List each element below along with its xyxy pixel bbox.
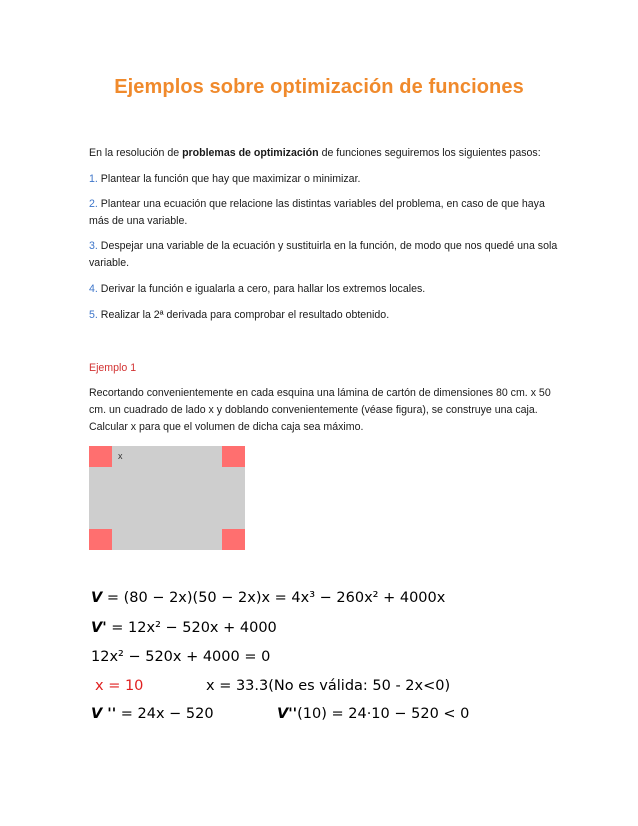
corner-square-bottom-left [89,529,112,550]
equation-expression: = 12x² − 520x + 4000 [106,620,277,636]
page-title: Ejemplos sobre optimización de funciones [114,76,524,98]
equation-expression: = (80 − 2x)(50 − 2x)x = 4x³ − 260x² + 4000x [102,590,446,606]
intro-text-after: de funciones seguiremos los siguientes pasos: [318,147,541,159]
step-number: 1. [89,173,98,185]
step-number: 3. [89,240,98,252]
corner-square-top-right [222,446,245,467]
intro-bold-term: problemas de optimización [182,147,319,159]
step-2 [89,196,559,230]
example-heading: Ejemplo 1 [89,362,137,374]
step-text: Plantear la función que hay que maximizar o minimizar. [97,173,361,185]
second-derivative-check [277,706,469,722]
equation-volume [91,590,445,606]
step-text: Plantear una ecuación que relacione las distintas variables del problema, en caso de que haya más de una variable. [89,198,545,227]
step-text: Derivar la función e igualarla a cero, para hallar los extremos locales. [97,283,426,295]
equation-first-derivative [91,620,277,636]
equation-expression: = 24x − 520 [116,706,214,722]
equation-expression: (10) = 24·10 − 520 < 0 [297,706,470,722]
step-text: Despejar una variable de la ecuación y sustituirla en la función, de modo que nos quedé una sola variable. [89,240,558,269]
example-statement: Recortando convenientemente en cada esquina una lámina de cartón de dimensiones 80 cm. x 50 cm. un cuadrado de lado x y doblando convenientemente (véase figura), se construye una caja. Calcular x para que el volumen de dicha caja sea máximo. [89,387,551,433]
equation-second-derivative [91,706,214,722]
equation-zero: 12x² − 520x + 4000 = 0 [91,649,271,665]
equation-variable: V [91,590,103,606]
step-number: 2. [89,198,98,210]
intro-paragraph [89,145,559,162]
step-1 [89,171,559,188]
step-number: 5. [89,309,98,321]
solution-invalid: x = 33.3(No es válida: 50 - 2x<0) [206,678,451,694]
equation-variable: V '' [91,706,117,722]
corner-square-top-left [89,446,112,467]
step-4 [89,281,559,298]
cardboard-sheet-figure [89,446,245,550]
equation-variable: V'' [277,706,298,722]
corner-square-bottom-right [222,529,245,550]
solution-valid: x = 10 [95,678,144,694]
figure-side-label: x [118,451,123,461]
intro-text-before: En la resolución de [89,147,183,159]
step-5 [89,307,559,324]
equation-variable: V' [91,620,107,636]
step-text: Realizar la 2ª derivada para comprobar el resultado obtenido. [97,309,390,321]
step-number: 4. [89,283,98,295]
step-3 [89,238,559,272]
